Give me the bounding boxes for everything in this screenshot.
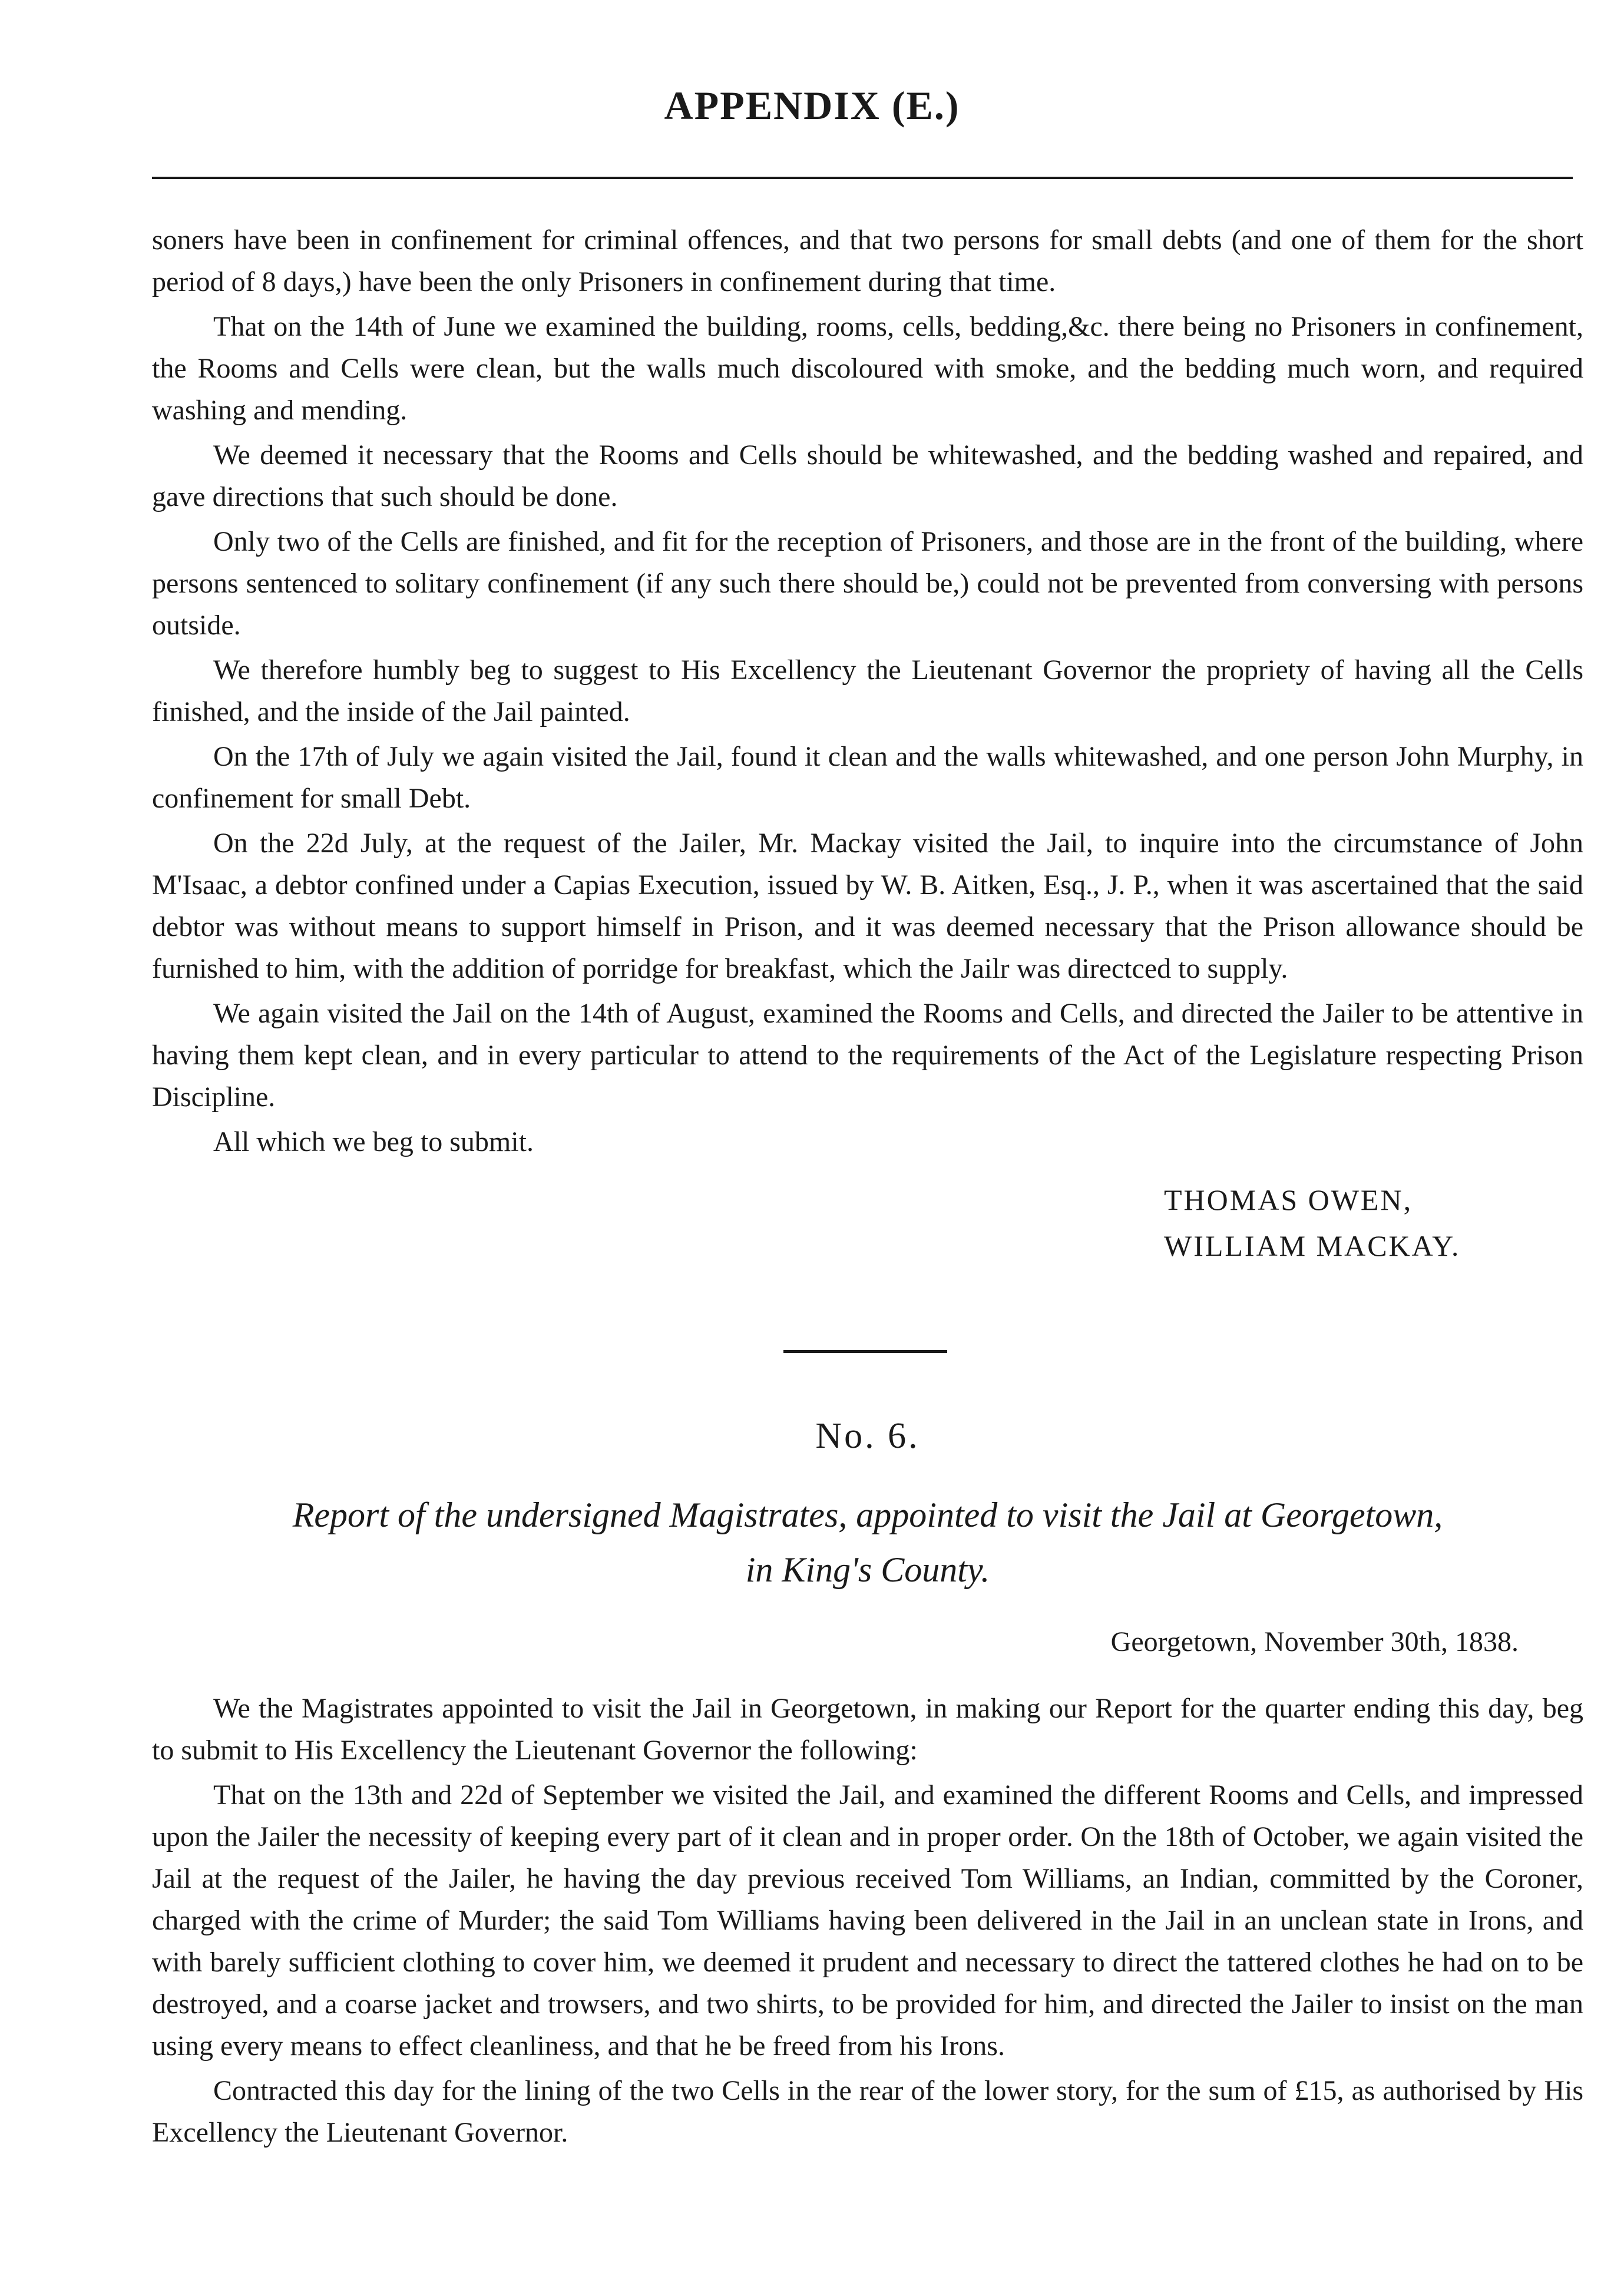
report-title	[152, 1488, 1583, 1597]
page-header: APPENDIX (E.)	[664, 83, 960, 128]
header-rule	[152, 177, 1573, 179]
paragraph: On the 17th of July we again visited the Jail, found it clean and the walls whitewashed, and one person John Murphy, in confinement for small Debt.	[152, 741, 1583, 814]
signature-block	[1164, 1177, 1583, 1269]
paragraph: soners have been in confinement for criminal offences, and that two persons for small debts (and one of them for the short period of 8 days,) have been the only Prisoners in confinement during that time.	[152, 224, 1583, 297]
section-divider	[783, 1350, 947, 1353]
document-body	[152, 219, 1583, 2156]
signature-william-mackay: WILLIAM MACKAY.	[1164, 1229, 1461, 1262]
signature-thomas-owen: THOMAS OWEN,	[1164, 1183, 1413, 1216]
paragraph: All which we beg to submit.	[213, 1126, 534, 1157]
paragraph: We deemed it necessary that the Rooms and Cells should be whitewashed, and the bedding washed and repaired, and gave directions that such should be done.	[152, 439, 1583, 512]
report-title-line-1: Report of the undersigned Magistrates, appointed to visit the Jail at Georgetown,	[292, 1495, 1443, 1534]
report-number: No. 6.	[815, 1416, 920, 1456]
report-title-line-2: in King's County.	[745, 1550, 990, 1589]
paragraph: That on the 14th of June we examined the building, rooms, cells, bedding,&c. there being no Prisoners in confinement, the Rooms and Cells were clean, but the walls much discoloured with smoke, and the bedding much worn, and required washing and mending.	[152, 311, 1583, 426]
paragraph: Contracted this day for the lining of the two Cells in the rear of the lower story, for the sum of £15, as authorised by His Excellency the Lieutenant Governor.	[152, 2075, 1583, 2148]
dateline: Georgetown, November 30th, 1838.	[1110, 1626, 1519, 1657]
paragraph: We the Magistrates appointed to visit the Jail in Georgetown, in making our Report for the quarter ending this day, beg to submit to His Excellency the Lieutenant Governor the following:	[152, 1693, 1583, 1766]
paragraph: We again visited the Jail on the 14th of August, examined the Rooms and Cells, and directed the Jailer to be attentive in having them kept clean, and in every particular to attend to the requirements of the Act of the Legislature respecting Prison Discipline.	[152, 998, 1583, 1113]
paragraph: Only two of the Cells are finished, and fit for the reception of Prisoners, and those are in the front of the building, where persons sentenced to solitary confinement (if any such there should be,) could not be prevented from conversing with persons outside.	[152, 526, 1583, 641]
paragraph: We therefore humbly beg to suggest to His Excellency the Lieutenant Governor the propriety of having all the Cells finished, and the inside of the Jail painted.	[152, 654, 1583, 727]
paragraph: That on the 13th and 22d of September we visited the Jail, and examined the different Rooms and Cells, and impressed upon the Jailer the necessity of keeping every part of it clean and in proper order. On the 18th of October, we again visited the Jail at the request of the Jailer, he having the day previous received Tom Williams, an Indian, committed by the Coroner, charged with the crime of Murder; the said Tom Williams having been delivered in the Jail in an unclean state in Irons, and with barely sufficient clothing to cover him, we deemed it prudent and necessary to direct the tattered clothes he had on to be destroyed, and a coarse jacket and trowsers, and two shirts, to be provided for him, and directed the Jailer to insist on the man using every means to effect cleanliness, and that he be freed from his Irons.	[152, 1779, 1583, 2062]
paragraph: On the 22d July, at the request of the Jailer, Mr. Mackay visited the Jail, to inquire into the circumstance of John M'Isaac, a debtor confined under a Capias Execution, issued by W. B. Aitken, Esq., J. P., when it was ascertained that the said debtor was without means to support himself in Prison, and it was deemed necessary that the Prison allowance should be furnished to him, with the addition of porridge for breakfast, which the Jailr was directced to supply.	[152, 828, 1583, 984]
